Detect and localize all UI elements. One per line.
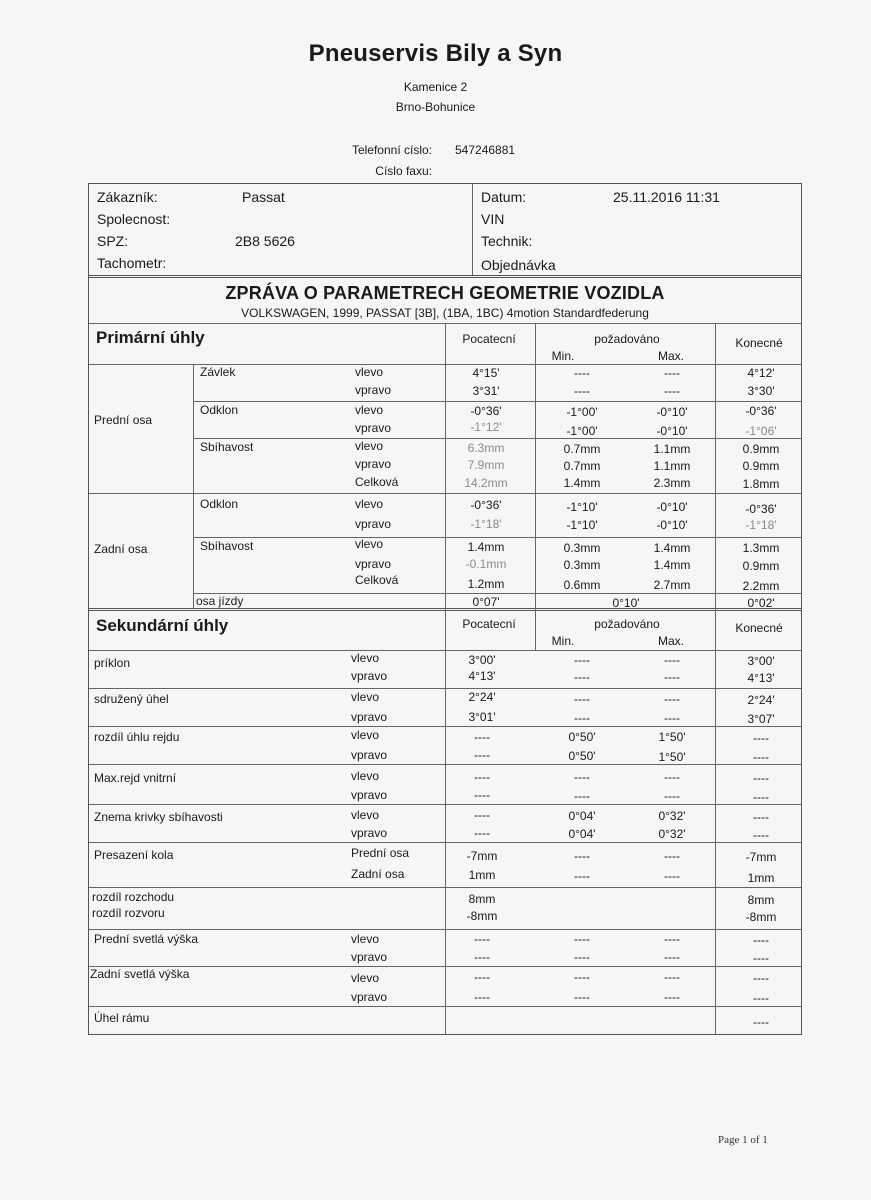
value-min: ---- xyxy=(574,670,590,684)
side-label: vpravo xyxy=(351,950,388,964)
value-initial: -0°36' xyxy=(470,498,502,512)
col-max: Max. xyxy=(657,349,684,363)
col-max-2: Max. xyxy=(657,634,684,648)
value-initial: 14.2mm xyxy=(464,476,508,490)
group-sep-1 xyxy=(193,401,801,402)
side-label: vlevo xyxy=(355,537,384,551)
col-required-2: požadováno xyxy=(594,617,660,631)
value-max: ---- xyxy=(664,770,680,784)
value-min: ---- xyxy=(574,869,590,883)
value-initial: 3°01' xyxy=(468,710,496,724)
value-min: 0.7mm xyxy=(563,459,601,473)
value-final: 0.9mm xyxy=(742,459,780,473)
value-initial: 1mm xyxy=(468,868,496,882)
side-label: vlevo xyxy=(351,728,380,742)
value-max: -0°10' xyxy=(656,405,688,419)
value-max: -0°10' xyxy=(656,424,688,438)
hdr-div-1 xyxy=(445,323,446,365)
company-city: Brno-Bohunice xyxy=(395,100,476,114)
value-min: ---- xyxy=(574,932,590,946)
value-max: ---- xyxy=(664,970,680,984)
value-initial: 6.3mm xyxy=(467,441,505,455)
value-max: ---- xyxy=(664,869,680,883)
value-initial: 3°00' xyxy=(468,653,496,667)
value-final: 1.3mm xyxy=(742,541,780,555)
col-min: Min. xyxy=(551,349,575,363)
param-label: Zadní svetlá výška xyxy=(90,967,190,981)
side-label: vlevo xyxy=(351,932,380,946)
page-number: Page 1 of 1 xyxy=(718,1134,768,1146)
value-max: ---- xyxy=(664,692,680,706)
value-max: ---- xyxy=(664,670,680,684)
side-label: vpravo xyxy=(351,748,388,762)
value-min: 0.6mm xyxy=(563,578,601,592)
company-label: Spolecnost: xyxy=(97,211,171,227)
value-max: 1°50' xyxy=(658,750,686,764)
side-label: vpravo xyxy=(351,788,388,802)
value-initial: -1°12' xyxy=(470,420,502,434)
param-label: Prední svetlá výška xyxy=(94,932,199,946)
required-col-line xyxy=(535,364,536,609)
value-min: ---- xyxy=(574,849,590,863)
value-min: -1°10' xyxy=(566,518,598,532)
value-initial: 4°13' xyxy=(468,669,496,683)
value-final: ---- xyxy=(753,731,769,745)
col-required: požadováno xyxy=(594,332,660,346)
value-final: -0°36' xyxy=(745,404,777,418)
group-label: Odklon xyxy=(200,403,239,417)
value-max: 1.4mm xyxy=(653,541,691,555)
value-max: ---- xyxy=(664,384,680,398)
value-initial: -7mm xyxy=(466,849,498,863)
value-max: ---- xyxy=(664,366,680,380)
group-label: Odklon xyxy=(200,497,239,511)
date-value: 25.11.2016 11:31 xyxy=(613,189,720,205)
group-label: Sbíhavost xyxy=(200,539,254,553)
value-min: ---- xyxy=(574,789,590,803)
customer-label: Zákazník: xyxy=(97,189,158,205)
side-label: vpravo xyxy=(351,826,388,840)
customer-value: Passat xyxy=(242,189,285,205)
value-min: -1°00' xyxy=(566,424,598,438)
side-label: vpravo xyxy=(355,421,392,435)
fax-label: Císlo faxu: xyxy=(375,164,432,178)
value-initial: 1.4mm xyxy=(467,540,505,554)
value-initial: 1.2mm xyxy=(467,577,505,591)
value-max: -0°10' xyxy=(656,500,688,514)
value-min: ---- xyxy=(574,711,590,725)
date-label: Datum: xyxy=(481,189,527,205)
value-final: ---- xyxy=(753,933,769,947)
param-label: príklon xyxy=(94,656,131,670)
value-final: -1°06' xyxy=(745,424,777,438)
value-final: ---- xyxy=(753,750,769,764)
sec-required-line xyxy=(535,608,536,650)
info-separator xyxy=(89,275,801,278)
value-final: ---- xyxy=(753,971,769,985)
value-final: 3°00' xyxy=(747,654,775,668)
value-min: ---- xyxy=(574,970,590,984)
value-final: ---- xyxy=(753,771,769,785)
col-final-2: Konecné xyxy=(735,621,783,635)
phone-label: Telefonní císlo: xyxy=(351,143,432,157)
company-name: Pneuservis Bily a Syn xyxy=(308,40,563,67)
value-final: -1°18' xyxy=(745,518,777,532)
value-min: 0°04' xyxy=(568,809,596,823)
value-final: ---- xyxy=(753,951,769,965)
value-final: 2°24' xyxy=(747,693,775,707)
value-max: 1.4mm xyxy=(653,558,691,572)
value-initial: ---- xyxy=(474,788,490,802)
value-min: -1°10' xyxy=(566,500,598,514)
group-label: Sbíhavost xyxy=(200,440,254,454)
value-max: 0°32' xyxy=(658,809,686,823)
side-label: vlevo xyxy=(351,769,380,783)
front-axle-label: Prední osa xyxy=(94,413,153,427)
value-max: 1°50' xyxy=(658,730,686,744)
value-final: 8mm xyxy=(747,893,775,907)
side-label: Celková xyxy=(355,475,399,489)
side-label: vlevo xyxy=(351,971,380,985)
value-min: ---- xyxy=(574,950,590,964)
side-label: vpravo xyxy=(355,457,392,471)
group-label: Závlek xyxy=(200,365,236,379)
value-required: 0°10' xyxy=(612,596,640,610)
value-final: 1.8mm xyxy=(742,477,780,491)
side-label: vpravo xyxy=(351,669,388,683)
value-initial: 3°31' xyxy=(472,384,500,398)
value-initial: 0°07' xyxy=(472,595,500,609)
value-initial: ---- xyxy=(474,808,490,822)
side-label: vpravo xyxy=(355,517,392,531)
value-initial: ---- xyxy=(474,770,490,784)
value-final: 2.2mm xyxy=(742,579,780,593)
value-max: ---- xyxy=(664,990,680,1004)
side-label: vlevo xyxy=(355,403,384,417)
value-initial: ---- xyxy=(474,748,490,762)
param-label: Presazení kola xyxy=(94,848,174,862)
final-col-line xyxy=(715,364,716,609)
rear-axle-label: Zadní osa xyxy=(94,542,148,556)
value-final: 1mm xyxy=(747,871,775,885)
spz-value: 2B8 5626 xyxy=(235,233,295,249)
value-final: ---- xyxy=(753,810,769,824)
value-max: 2.7mm xyxy=(653,578,691,592)
value-final: -7mm xyxy=(745,850,777,864)
hdr-div-2 xyxy=(535,323,536,365)
value-max: 1.1mm xyxy=(653,442,691,456)
value-initial: ---- xyxy=(474,932,490,946)
value-final: 3°07' xyxy=(747,712,775,726)
technician-label: Technik: xyxy=(481,233,533,249)
value-final: 0°02' xyxy=(747,596,775,610)
col-min-2: Min. xyxy=(551,634,575,648)
value-min: ---- xyxy=(574,770,590,784)
value-final: ---- xyxy=(753,828,769,842)
param-label: sdružený úhel xyxy=(94,692,169,706)
value-final: ---- xyxy=(753,991,769,1005)
value-min: 0.3mm xyxy=(563,541,601,555)
value-final: 3°30' xyxy=(747,384,775,398)
tachometer-label: Tachometr: xyxy=(97,255,167,271)
value-min: 0°50' xyxy=(568,749,596,763)
value-max: 0°32' xyxy=(658,827,686,841)
primary-section-title: Primární úhly xyxy=(96,328,205,347)
value-initial: 2°24' xyxy=(468,690,496,704)
param-label: rozdíl rozchodu xyxy=(92,890,175,904)
report-frame xyxy=(88,183,802,1035)
value-min: ---- xyxy=(574,366,590,380)
value-min: ---- xyxy=(574,384,590,398)
col-initial: Pocatecní xyxy=(462,332,516,346)
side-label: vlevo xyxy=(355,365,384,379)
value-final: -8mm xyxy=(745,910,777,924)
param-label: rozdíl úhlu rejdu xyxy=(94,730,180,744)
side-label: Prední osa xyxy=(351,846,410,860)
value-max: ---- xyxy=(664,849,680,863)
value-initial: ---- xyxy=(474,970,490,984)
report-title: ZPRÁVA O PARAMETRECH GEOMETRIE VOZIDLA xyxy=(225,283,665,303)
group-sep-3 xyxy=(193,537,801,538)
value-max: ---- xyxy=(664,932,680,946)
side-label: vlevo xyxy=(351,651,380,665)
value-max: 2.3mm xyxy=(653,476,691,490)
value-min: ---- xyxy=(574,692,590,706)
value-min: 1.4mm xyxy=(563,476,601,490)
param-label: rozdíl rozvoru xyxy=(92,906,165,920)
sec-final-line xyxy=(715,608,716,1034)
value-max: 1.1mm xyxy=(653,459,691,473)
side-label: vlevo xyxy=(351,690,380,704)
value-initial: -0°36' xyxy=(470,404,502,418)
value-final: 0.9mm xyxy=(742,559,780,573)
col-final: Konecné xyxy=(735,336,783,350)
secondary-section-title: Sekundární úhly xyxy=(96,616,229,635)
value-min: 0.3mm xyxy=(563,558,601,572)
initial-col-line xyxy=(445,364,446,609)
side-label: vlevo xyxy=(351,808,380,822)
side-label: vpravo xyxy=(351,990,388,1004)
group-sep-4 xyxy=(193,593,801,594)
value-max: ---- xyxy=(664,950,680,964)
side-label: vlevo xyxy=(355,439,384,453)
value-initial: ---- xyxy=(474,730,490,744)
value-min: ---- xyxy=(574,990,590,1004)
value-max: -0°10' xyxy=(656,518,688,532)
col-initial-2: Pocatecní xyxy=(462,617,516,631)
order-label: Objednávka xyxy=(481,257,556,273)
value-final: -0°36' xyxy=(745,502,777,516)
value-max: ---- xyxy=(664,789,680,803)
value-initial: 8mm xyxy=(468,892,496,906)
value-initial: 7.9mm xyxy=(467,458,505,472)
phone-value: 547246881 xyxy=(455,143,516,157)
info-divider xyxy=(472,184,473,276)
side-label: Zadní osa xyxy=(351,867,405,881)
value-initial: -1°18' xyxy=(470,517,502,531)
value-initial: ---- xyxy=(474,826,490,840)
value-min: 0.7mm xyxy=(563,442,601,456)
param-label: Max.rejd vnitrní xyxy=(94,771,177,785)
hdr-div-3 xyxy=(715,323,716,365)
side-label: vlevo xyxy=(355,497,384,511)
value-final: 0.9mm xyxy=(742,442,780,456)
group-sep-2 xyxy=(193,438,801,439)
value-min: 0°50' xyxy=(568,730,596,744)
vin-label: VIN xyxy=(481,211,505,227)
value-initial: -8mm xyxy=(466,909,498,923)
value-initial: ---- xyxy=(474,950,490,964)
value-final: 4°12' xyxy=(747,366,775,380)
side-label: vpravo xyxy=(355,557,392,571)
value-final: 4°13' xyxy=(747,671,775,685)
group-label: osa jízdy xyxy=(196,594,244,608)
param-label: Úhel rámu xyxy=(94,1011,150,1025)
company-street: Kamenice 2 xyxy=(403,80,468,94)
side-label: Celková xyxy=(355,573,399,587)
side-label: vpravo xyxy=(351,710,388,724)
value-max: ---- xyxy=(664,653,680,667)
value-initial: ---- xyxy=(474,990,490,1004)
value-min: 0°04' xyxy=(568,827,596,841)
value-initial: -0.1mm xyxy=(465,557,507,571)
side-label: vpravo xyxy=(355,383,392,397)
param-label: Znema krivky sbíhavosti xyxy=(94,810,223,824)
spz-label: SPZ: xyxy=(97,233,129,249)
value-min: -1°00' xyxy=(566,405,598,419)
value-final: ---- xyxy=(753,790,769,804)
value-initial: 4°15' xyxy=(472,366,500,380)
value-max: ---- xyxy=(664,711,680,725)
value-final: ---- xyxy=(753,1015,769,1029)
group-col-line xyxy=(193,364,194,609)
value-min: ---- xyxy=(574,653,590,667)
vehicle-description: VOLKSWAGEN, 1999, PASSAT [3B], (1BA, 1BC) 4motion Standardfederung xyxy=(241,306,649,320)
